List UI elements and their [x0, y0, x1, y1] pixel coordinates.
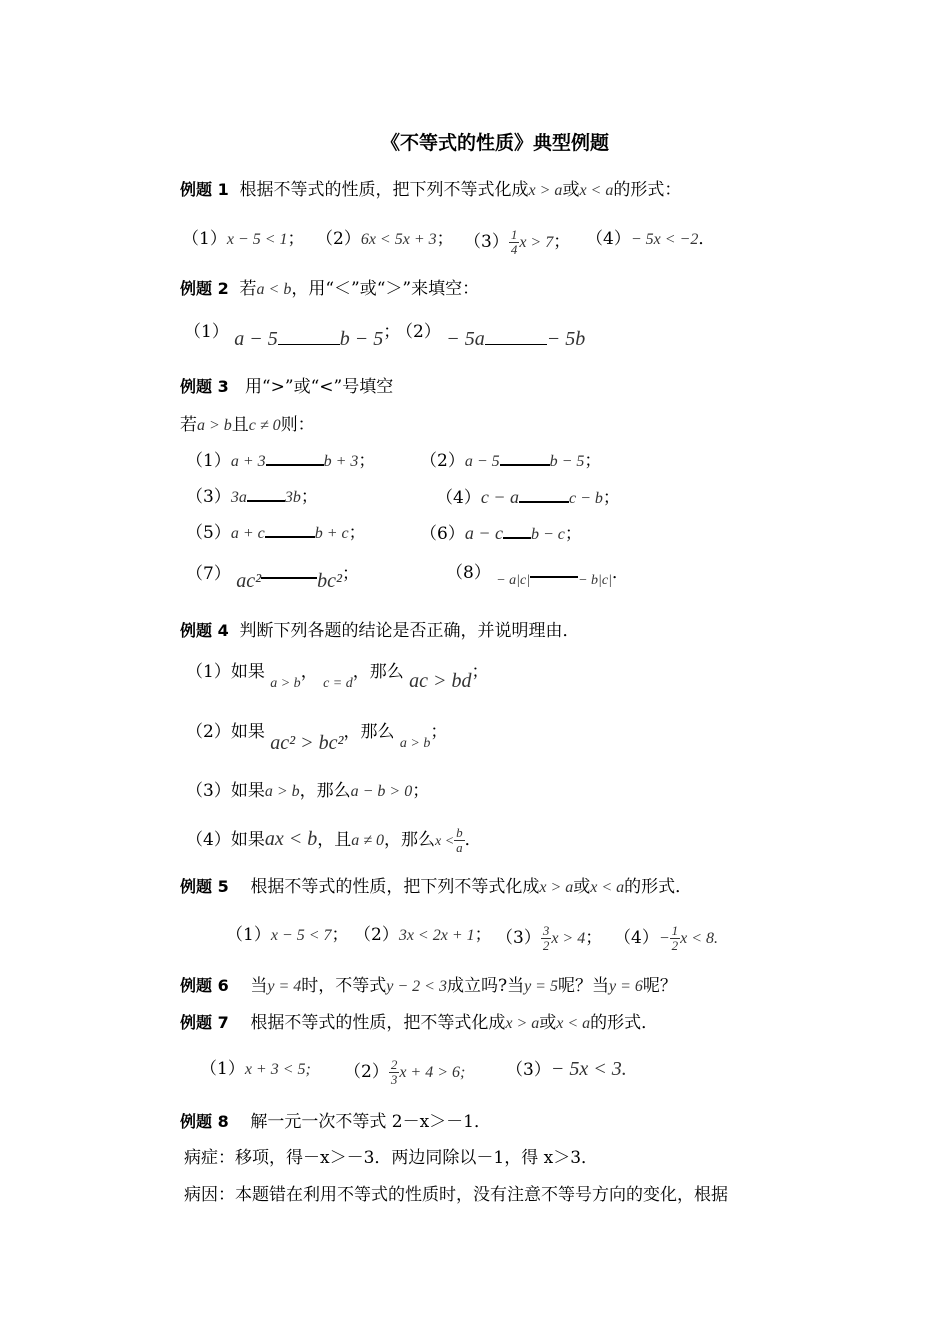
example-text: 如果	[230, 830, 265, 850]
math-expression: x < 8.	[680, 930, 719, 947]
separator: ；	[553, 232, 571, 252]
math-expression: a + c	[230, 525, 265, 542]
item-number: （3）	[506, 1060, 551, 1080]
math-expression: 3x < 2x + 1	[398, 927, 475, 944]
example-text: 根据不等式的性质，把不等式化成	[250, 1013, 506, 1033]
separator: ；	[474, 925, 492, 945]
example-7-heading	[180, 1012, 658, 1035]
math-expression: a ≠ 0	[351, 832, 384, 849]
separator: ；	[341, 564, 359, 584]
example-text: 成立吗?当	[446, 976, 525, 996]
fraction	[509, 228, 520, 257]
separator: ．	[464, 830, 482, 850]
item-number: （1）	[182, 229, 227, 249]
math-expression: ac² > bc²	[270, 732, 344, 754]
math-expression: − 5x < 3.	[550, 1058, 627, 1080]
example-5-heading	[180, 876, 692, 899]
example-label: 例题 8	[180, 1112, 229, 1131]
example-text: ，那么	[352, 662, 404, 682]
example-2-heading	[180, 278, 479, 301]
example-8-cause: 病因：本题错在利用不等式的性质时，没有注意不等号方向的变化，根据	[184, 1185, 728, 1205]
example-text: ，那么	[343, 722, 395, 742]
connector-text: 或	[539, 1013, 557, 1033]
math-expression: b − 5	[549, 453, 585, 470]
example-text: 根据不等式的性质，把下列不等式化成	[239, 180, 529, 200]
example-6	[180, 975, 677, 998]
math-expression: y = 5	[524, 978, 558, 995]
fraction-numerator: 1	[510, 227, 518, 242]
math-expression: x > a	[505, 1015, 540, 1032]
separator: ；	[602, 488, 620, 508]
example-3-item-5	[186, 522, 366, 545]
page-title: 《不等式的性质》典型例题	[380, 132, 609, 154]
math-expression: − 5a	[446, 328, 485, 350]
example-1-item-3	[464, 228, 570, 257]
fraction-numerator: 3	[542, 923, 550, 938]
math-expression: c − b	[568, 490, 603, 507]
fill-blank[interactable]	[530, 562, 578, 578]
example-label: 例题 6	[180, 976, 229, 995]
separator: ．	[611, 563, 629, 583]
example-text: 用“>”或“<”号填空	[244, 377, 394, 397]
example-4-heading	[180, 620, 580, 642]
example-3-item-3	[186, 486, 318, 509]
math-expression: 3a	[230, 489, 247, 506]
item-number: （2）	[354, 925, 399, 945]
item-number: （4）	[186, 830, 231, 850]
math-expression: x + 4 > 6;	[399, 1064, 466, 1081]
example-text: 如果	[230, 781, 265, 801]
fill-blank[interactable]	[519, 487, 569, 503]
math-expression: ac > bd	[409, 670, 472, 692]
separator: ；	[585, 928, 603, 948]
item-number: （1）	[186, 662, 231, 682]
item-number: （7）	[186, 564, 231, 584]
item-number: （4）	[436, 488, 481, 508]
item-number: （3）	[464, 232, 509, 252]
math-expression: b + c	[314, 525, 349, 542]
math-expression: b − 5	[339, 328, 384, 350]
math-expression: ax < b	[264, 828, 318, 850]
example-1-heading	[180, 179, 681, 202]
math-expression: c ≠ 0	[248, 417, 281, 434]
fraction	[670, 924, 681, 953]
example-label: 例题 5	[180, 877, 229, 896]
math-expression: x <	[434, 834, 455, 849]
math-expression: a − 5	[464, 453, 500, 470]
item-number: （8）	[446, 563, 491, 583]
math-expression: a > b	[197, 417, 232, 434]
separator: ；	[436, 229, 454, 249]
separator: ；	[348, 523, 366, 543]
example-3-item-7	[186, 562, 359, 592]
example-label: 例题 4	[180, 621, 229, 640]
connector-text: 或	[573, 877, 591, 897]
fraction-numerator: 2	[390, 1057, 398, 1072]
math-expression: x > a	[528, 182, 563, 199]
math-expression: a > b	[270, 676, 301, 691]
example-2-item-2	[396, 320, 586, 350]
example-text: 判断下列各题的结论是否正确，并说明理由．	[239, 621, 580, 641]
example-7-item-3	[506, 1058, 627, 1081]
separator: ；	[331, 925, 349, 945]
example-4-item-2	[186, 720, 448, 754]
item-number: （2）	[186, 722, 231, 742]
example-text: 则：	[280, 415, 315, 435]
example-3-heading	[180, 376, 393, 398]
fill-blank[interactable]	[261, 563, 317, 579]
example-1-item-1	[182, 228, 305, 251]
example-1-item-2	[316, 228, 454, 251]
separator: ；	[358, 451, 376, 471]
math-expression: − a|c|	[496, 573, 531, 588]
example-3-item-2	[420, 450, 601, 473]
fill-blank[interactable]	[278, 330, 340, 345]
fraction-denominator: 4	[510, 242, 518, 257]
example-4-item-1	[186, 660, 489, 692]
math-expression: c = d	[323, 676, 353, 691]
math-expression: c − a	[480, 487, 519, 507]
math-expression: b + 3	[323, 453, 359, 470]
fraction	[454, 826, 465, 855]
fraction-denominator: a	[456, 840, 463, 855]
item-number: （1）	[186, 451, 231, 471]
math-expression: a < b	[256, 281, 292, 298]
item-number: （2）	[396, 322, 441, 342]
math-expression: x < a	[556, 1015, 591, 1032]
item-number: （3）	[186, 487, 231, 507]
example-text: 若	[239, 279, 257, 299]
fill-blank[interactable]	[503, 523, 531, 539]
example-4-item-3	[186, 780, 429, 803]
separator: ；	[300, 487, 318, 507]
math-expression: a + 3	[230, 453, 266, 470]
example-text: ，那么	[383, 830, 435, 850]
item-number: （1）	[184, 322, 229, 342]
example-label: 例题 7	[180, 1013, 229, 1032]
fill-blank[interactable]	[265, 522, 315, 538]
example-text: ，用“＜”或“＞”来填空：	[291, 279, 480, 299]
example-text: 时，不等式	[301, 976, 387, 996]
connector-text: 或	[562, 180, 580, 200]
example-3-item-1	[186, 450, 375, 473]
example-text: 呢？	[642, 976, 677, 996]
fill-blank[interactable]	[485, 330, 547, 345]
example-text: ，那么	[299, 781, 351, 801]
math-expression: 3b	[284, 489, 301, 506]
math-expression: x > 4	[551, 930, 586, 947]
example-5-item-4	[614, 924, 718, 953]
separator: ；	[383, 322, 401, 342]
separator: ；	[471, 662, 489, 682]
item-number: （1）	[200, 1059, 245, 1079]
separator: ；	[430, 722, 448, 742]
example-text: 如果	[230, 722, 265, 742]
example-2-item-1	[184, 320, 401, 350]
example-label: 例题 3	[180, 377, 229, 396]
math-expression: − 5x < −2	[630, 231, 699, 248]
fraction	[389, 1058, 400, 1087]
math-expression: a − c	[464, 523, 503, 543]
math-expression: x − 5 < 1	[226, 231, 288, 248]
fraction-denominator: 3	[390, 1072, 398, 1087]
math-expression: x < a	[579, 182, 614, 199]
math-expression: y − 2 < 3	[386, 978, 447, 995]
math-expression: −	[658, 930, 670, 947]
example-label: 例题 2	[180, 279, 229, 298]
fill-blank[interactable]	[247, 486, 285, 502]
math-expression: x < a	[590, 879, 625, 896]
math-expression: − 5b	[546, 328, 586, 350]
separator: ；	[584, 451, 602, 471]
example-7-item-2	[344, 1058, 465, 1087]
fill-blank[interactable]	[266, 450, 324, 466]
example-text: 的形式．	[590, 1013, 659, 1033]
math-expression: x − 5 < 7	[270, 927, 332, 944]
example-5-item-3	[496, 924, 602, 953]
item-number: （2）	[344, 1062, 389, 1082]
item-number: （4）	[614, 928, 659, 948]
fraction-denominator: 2	[671, 938, 679, 953]
example-3-condition	[180, 414, 315, 437]
example-3-item-4	[436, 486, 620, 510]
item-number: （4）	[586, 229, 631, 249]
fraction-numerator: 1	[671, 923, 679, 938]
math-expression: x > a	[539, 879, 574, 896]
fill-blank[interactable]	[500, 450, 550, 466]
item-number: （2）	[420, 451, 465, 471]
separator: ；	[412, 781, 430, 801]
math-expression: x + 3 < 5;	[244, 1061, 311, 1078]
math-expression: b − c	[530, 526, 565, 543]
example-text: ，且	[317, 830, 352, 850]
example-text: 如果	[230, 662, 265, 682]
example-text: 呢？当	[557, 976, 609, 996]
example-1-item-4	[586, 228, 715, 251]
math-expression: 6x < 5x + 3	[360, 231, 437, 248]
example-7-item-1	[200, 1058, 311, 1081]
math-expression: ac²	[236, 570, 262, 592]
math-expression: a − b > 0	[350, 783, 413, 800]
math-expression: a − 5	[234, 328, 278, 350]
separator: ；	[287, 229, 305, 249]
example-8-symptom: 病症：移项，得－x＞－3．两边同除以－1，得 x＞3．	[184, 1148, 599, 1168]
math-expression: bc²	[317, 570, 342, 592]
example-label: 例题 1	[180, 180, 229, 199]
separator: ．	[698, 229, 716, 249]
math-expression: y = 4	[267, 978, 302, 995]
item-number: （6）	[420, 524, 465, 544]
item-number: （1）	[226, 925, 271, 945]
example-4-item-4	[186, 826, 482, 855]
example-text: 解一元一次不等式 2－x＞－1．	[250, 1112, 491, 1132]
example-text: ，	[300, 662, 318, 682]
math-expression: − b|c|	[578, 573, 612, 588]
example-text: 若	[180, 415, 197, 435]
fraction	[541, 924, 552, 953]
example-text: 根据不等式的性质，把下列不等式化成	[250, 877, 540, 897]
example-text: 且	[231, 415, 249, 435]
fraction-numerator: b	[456, 825, 463, 840]
math-expression: y = 6	[608, 978, 643, 995]
fraction-denominator: 2	[542, 938, 550, 953]
example-text: 当	[250, 976, 268, 996]
example-3-item-8	[446, 562, 629, 586]
example-8-heading	[180, 1111, 491, 1133]
math-expression: a > b	[264, 783, 300, 800]
example-text: 的形式：	[613, 180, 682, 200]
item-number: （3）	[186, 781, 231, 801]
example-text: 的形式．	[624, 877, 693, 897]
example-5-item-1	[226, 924, 349, 947]
item-number: （2）	[316, 229, 361, 249]
example-5-item-2	[354, 924, 492, 947]
math-expression: x > 7	[519, 234, 554, 251]
math-expression: a > b	[399, 736, 431, 751]
separator: ；	[564, 524, 582, 544]
item-number: （5）	[186, 523, 231, 543]
example-3-item-6	[420, 522, 582, 546]
item-number: （3）	[496, 928, 541, 948]
